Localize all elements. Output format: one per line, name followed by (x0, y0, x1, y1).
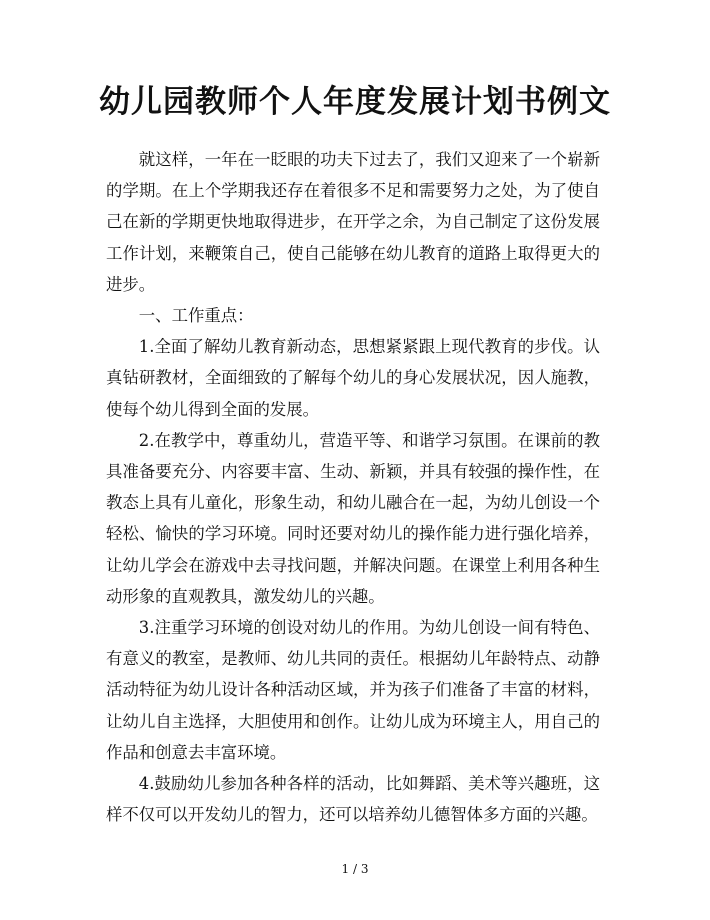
section-heading-work-focus: 一、工作重点： (138, 306, 254, 326)
paragraph-item-1: 1.全面了解幼儿教育新动态，思想紧紧跟上现代教育的步伐。认真钻研教材，全面细致的了解每个幼儿的身心发展状况，因人施教，使每个幼儿得到全面的发展。 (106, 337, 600, 419)
document-title: 幼儿园教师个人年度发展计划书例文 (99, 84, 611, 120)
paragraph-intro: 就这样，一年在一眨眼的功夫下过去了，我们又迎来了一个崭新的学期。在上个学期我还存在着很多不足和需要努力之处，为了使自己在新的学期更快地取得进步，在开学之余，为自己制定了这份发展工作计划，来鞭策自己，使自己能够在幼儿教育的道路上取得更大的进步。 (106, 150, 600, 294)
paragraph-item-2: 2.在教学中，尊重幼儿，营造平等、和谐学习氛围。在课前的教具准备要充分、内容要丰富、生动、新颖，并具有较强的操作性，在教态上具有儿童化，形象生动，和幼儿融合在一起，为幼儿创设一个轻松、愉快的学习环境。同时还要对幼儿的操作能力进行强化培养，让幼儿学会在游戏中去寻找问题，并解决问题。在课堂上利用各种生动形象的直观教具，激发幼儿的兴趣。 (106, 430, 600, 606)
paragraph-item-3: 3.注重学习环境的创设对幼儿的作用。为幼儿创设一间有特色、有意义的教室，是教师、幼儿共同的责任。根据幼儿年龄特点、动静活动特征为幼儿设计各种活动区域，并为孩子们准备了丰富的材料，让幼儿自主选择，大胆使用和创作。让幼儿成为环境主人，用自己的作品和创意去丰富环境。 (106, 618, 600, 762)
paragraph-item-4: 4.鼓励幼儿参加各种各样的活动，比如舞蹈、美术等兴趣班，这样不仅可以开发幼儿的智力，还可以培养幼儿德智体多方面的兴趣。 (106, 774, 600, 825)
page-number: 1 / 3 (341, 862, 369, 876)
document-body (106, 144, 600, 830)
